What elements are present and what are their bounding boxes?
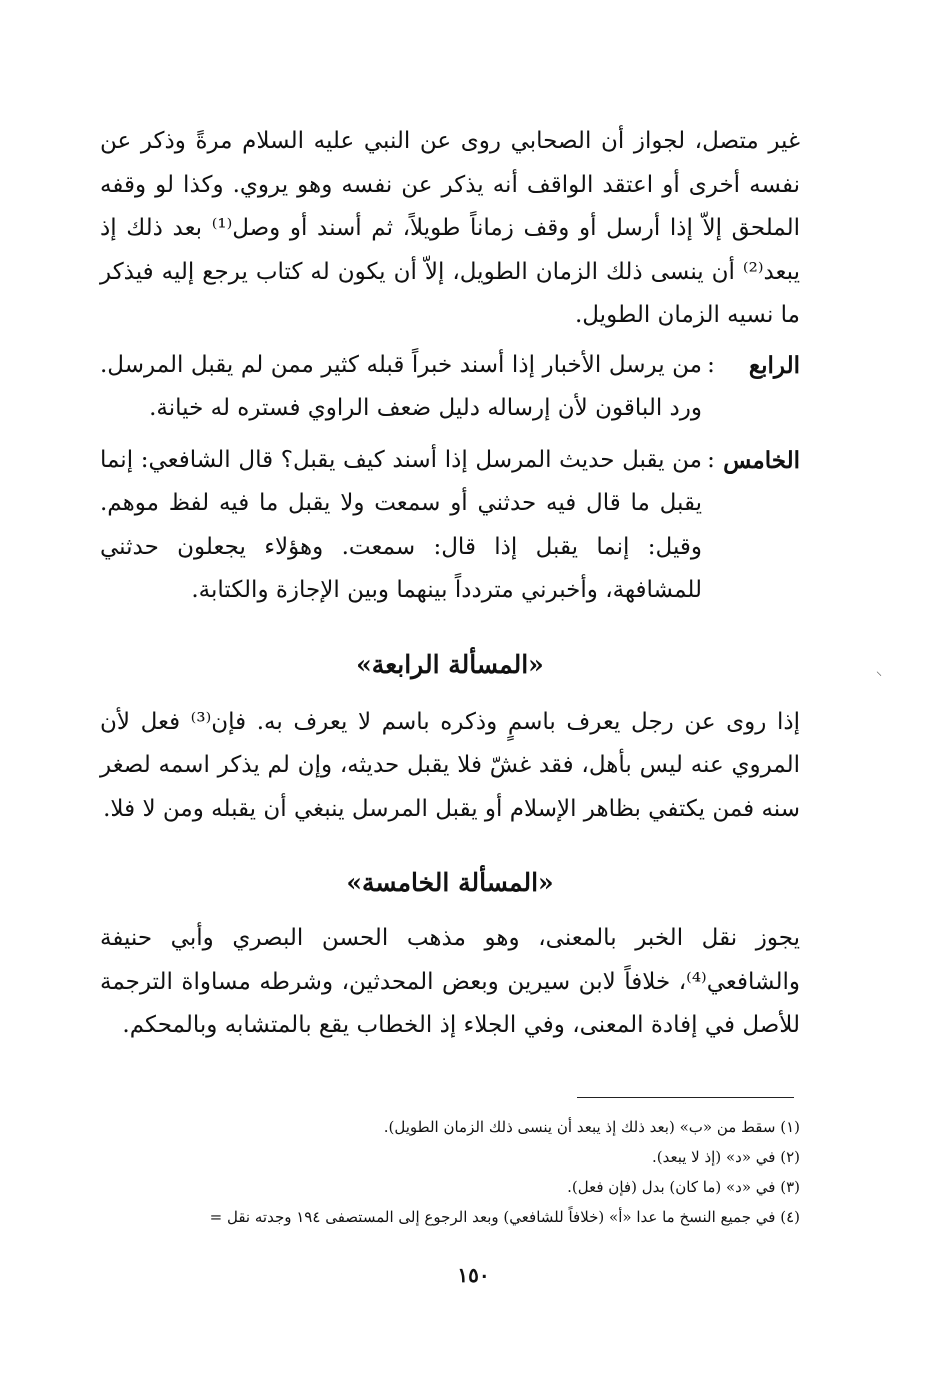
section-text: من يقبل حديث المرسل إذا أسند كيف يقبل؟ قال الشافعي: إنما يقبل ما قال فيه حدثني أو سمعت ولا يقبل ما فيه لفظ موهم. وقيل: إنما يقبل إذا قال: سمعت. وهؤلاء يجعلون حدثني للمشافهة، وأخبرني متردداً بينهما وبين الإجازة والكتابة. — [100, 446, 702, 603]
footnote-item: (٤) في جميع النسخ ما عدا «أ» (خلافاً للشافعي) وبعد الرجوع إلى المستصفى ١٩٤ وجدته نقل = — [209, 1208, 800, 1226]
scan-speck: ⸝ — [876, 664, 883, 678]
section-text: من يرسل الأخبار إذا أسند خبراً قبله كثير ممن لم يقبل المرسل. ورد الباقون لأن إرساله دليل ضعف الراوي فستره له خيانة. — [100, 351, 702, 421]
footnotes — [100, 1112, 800, 1232]
section-separator: : — [707, 351, 715, 378]
footnote-item: (٢) في «د» (إذ لا يبعد). — [651, 1148, 800, 1166]
page-body — [100, 120, 800, 1048]
footnote-divider — [577, 1097, 794, 1098]
page-number: ١٥٠ — [457, 1263, 490, 1287]
footnote-item: (٣) في «د» (ما كان) بدل (فإن فعل). — [567, 1178, 800, 1196]
footnote-item: (١) سقط من «ب» (بعد ذلك إذ يبعد أن ينسى ذلك الزمان الطويل). — [383, 1118, 800, 1136]
section-rabi — [100, 344, 800, 431]
section-label: الخامس — [723, 446, 800, 474]
opening-paragraph: غير متصل، لجواز أن الصحابي روى عن النبي عليه السلام مرةً وذكر عن نفسه أخرى أو اعتقد الواقف أنه يذكر عن نفسه وهو يروي. وكذا لو وقفه الملحق إلاّ إذا أرسل أو وقف زماناً طويلاً، ثم أسند أو وصل⁽¹⁾ بعد ذلك إذ يبعد⁽²⁾ أن ينسى ذلك الزمان الطويل، إلاّ أن يكون له كتاب يرجع إليه فيذكر ما نسيه الزمان الطويل. — [100, 128, 801, 328]
section-separator: : — [707, 446, 715, 473]
heading-masala-5: «المسألة الخامسة» — [346, 868, 554, 897]
masala-4-paragraph: إذا روى عن رجل يعرف باسمٍ وذكره باسم لا يعرف به. فإن⁽³⁾ فعل لأن المروي عنه ليس بأهل، فقد غشّ فلا يقبل حديثه، وإن لم يذكر اسمه لصغر سنه فمن يكتفي بظاهر الإسلام أو يقبل المرسل ينبغي أن يقبله ومن لا فلا. — [100, 708, 800, 822]
section-label: الرابع — [748, 351, 800, 379]
section-khamis — [100, 439, 800, 613]
heading-masala-4: «المسألة الرابعة» — [356, 649, 544, 679]
masala-5-paragraph: يجوز نقل الخبر بالمعنى، وهو مذهب الحسن البصري وأبي حنيفة والشافعي⁽⁴⁾، خلافاً لابن سيرين وبعض المحدثين، وشرطه مساواة الترجمة للأصل في إفادة المعنى، وفي الجلاء إذ الخطاب يقع بالمتشابه وبالمحكم. — [100, 925, 800, 1038]
